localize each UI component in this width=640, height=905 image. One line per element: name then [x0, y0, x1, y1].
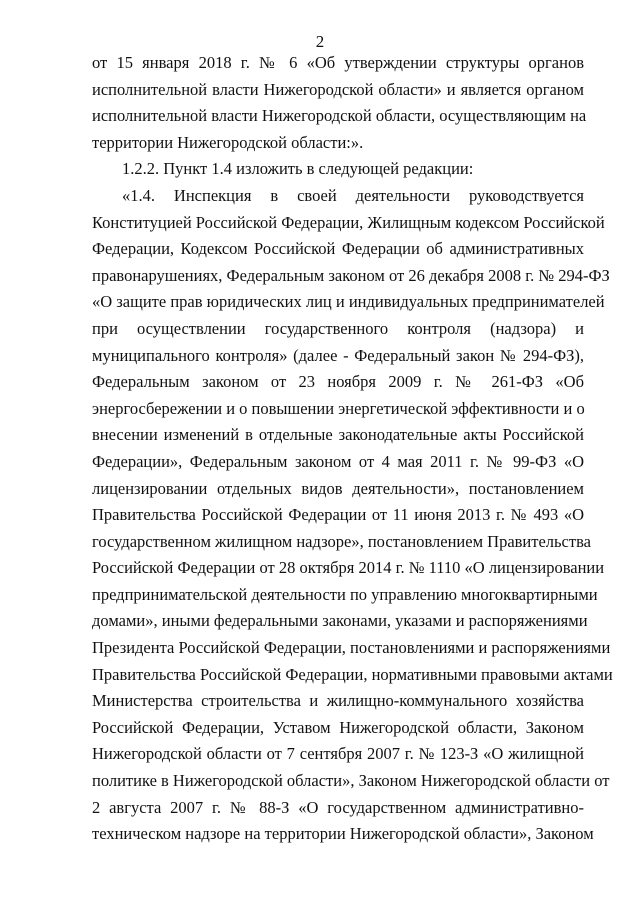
text-line: Нижегородской области от 7 сентября 2007 г. № 123-З «О жилищной [92, 744, 584, 764]
text-line: территории Нижегородской области:». [92, 132, 364, 152]
text-line: 2 августа 2007 г. № 88-З «О государственном административно- [92, 797, 584, 817]
text-line: внесении изменений в отдельные законодательные акты Российской [92, 425, 584, 445]
text-line: Правительства Российской Федерации, нормативными правовыми актами [92, 664, 613, 684]
text-line: Российской Федерации, Уставом Нижегородской области, Законом [92, 717, 584, 737]
text-line: энергосбережении и о повышении энергетической эффективности и о [92, 398, 585, 418]
text-line: Конституцией Российской Федерации, Жилищным кодексом Российской [92, 212, 605, 232]
text-line: Министерства строительства и жилищно-коммунального хозяйства [92, 691, 584, 711]
page-number: 2 [315, 32, 325, 51]
text-line: муниципального контроля» (далее - Федеральный закон № 294-ФЗ), [92, 345, 584, 365]
text-line: государственном жилищном надзоре», постановлением Правительства [92, 531, 591, 551]
text-line: домами», иными федеральными законами, указами и распоряжениями [92, 611, 588, 631]
text-line: Федерации», Федеральным законом от 4 мая 2011 г. № 99-ФЗ «О [92, 451, 584, 471]
text-line: Российской Федерации от 28 октября 2014 г. № 1110 «О лицензировании [92, 558, 605, 578]
text-line: при осуществлении государственного контроля (надзора) и [92, 318, 584, 338]
text-line: техническом надзоре на территории Нижегородской области», Законом [92, 824, 594, 844]
text-line: политике в Нижегородской области», Законом Нижегородской области от [92, 771, 610, 791]
text-line: Федерации, Кодексом Российской Федерации об административных [92, 239, 584, 259]
text-line: Федеральным законом от 23 ноября 2009 г. № 261-ФЗ «Об [92, 372, 584, 392]
text-line: Президента Российской Федерации, постановлениями и распоряжениями [92, 638, 611, 658]
text-line: исполнительной власти Нижегородской области» и является органом [92, 79, 584, 99]
text-line: «О защите прав юридических лиц и индивидуальных предпринимателей [92, 292, 605, 312]
text-line: исполнительной власти Нижегородской области, осуществляющим на [92, 106, 587, 126]
text-line: от 15 января 2018 г. № 6 «Об утверждении структуры органов [92, 53, 584, 72]
text-line: 1.2.2. Пункт 1.4 изложить в следующей редакции: [122, 159, 474, 179]
text-line: Правительства Российской Федерации от 11 июня 2013 г. № 493 «О [92, 505, 584, 525]
text-line: лицензировании отдельных видов деятельности», постановлением [92, 478, 584, 498]
document-body [92, 50, 613, 848]
text-line: правонарушениях, Федеральным законом от 26 декабря 2008 г. № 294-ФЗ [92, 265, 610, 285]
text-line: предпринимательской деятельности по управлению многоквартирными [92, 584, 598, 604]
text-line: «1.4. Инспекция в своей деятельности руководствуется [122, 185, 584, 205]
